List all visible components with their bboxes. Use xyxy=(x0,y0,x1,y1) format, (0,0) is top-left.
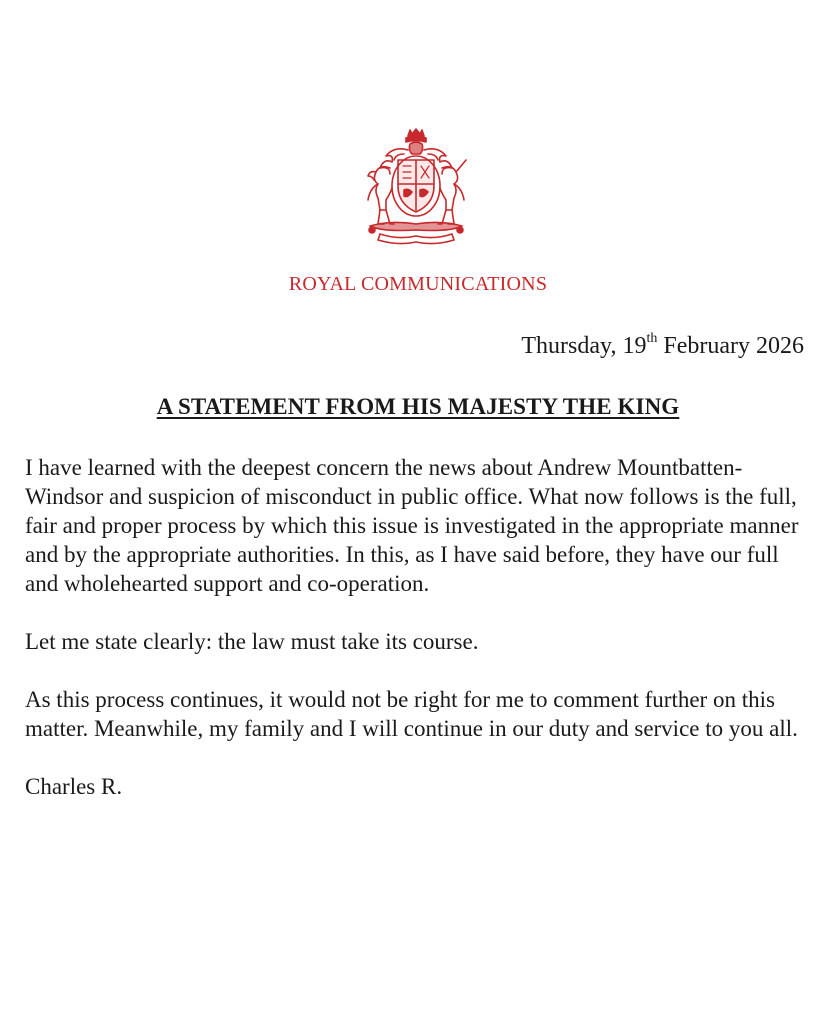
date-day-suffix: th xyxy=(646,331,658,346)
statement-date xyxy=(521,331,804,361)
paragraph: Let me state clearly: the law must take its course. xyxy=(25,629,479,654)
signature: Charles R. xyxy=(25,774,123,799)
royal-coat-of-arms-icon xyxy=(350,128,482,246)
statement-body xyxy=(25,453,815,830)
date-weekday-day: Thursday, 19 xyxy=(521,333,647,359)
organization-name: ROYAL COMMUNICATIONS xyxy=(288,273,548,295)
statement-title: A STATEMENT FROM HIS MAJESTY THE KING xyxy=(156,394,680,419)
date-month-year: February 2026 xyxy=(657,333,804,359)
paragraph: I have learned with the deepest concern the news about Andrew Mountbatten-Windsor and suspicion of misconduct in public office. What now follows is the full, fair and proper process by which this issue is investigated in the appropriate manner and by the appropriate authorities. In this, as I have said before, they have our full and wholehearted support and co-operation. xyxy=(25,455,799,596)
paragraph: As this process continues, it would not be right for me to comment further on this matter. Meanwhile, my family and I will continue in our duty and service to you all. xyxy=(25,687,798,741)
